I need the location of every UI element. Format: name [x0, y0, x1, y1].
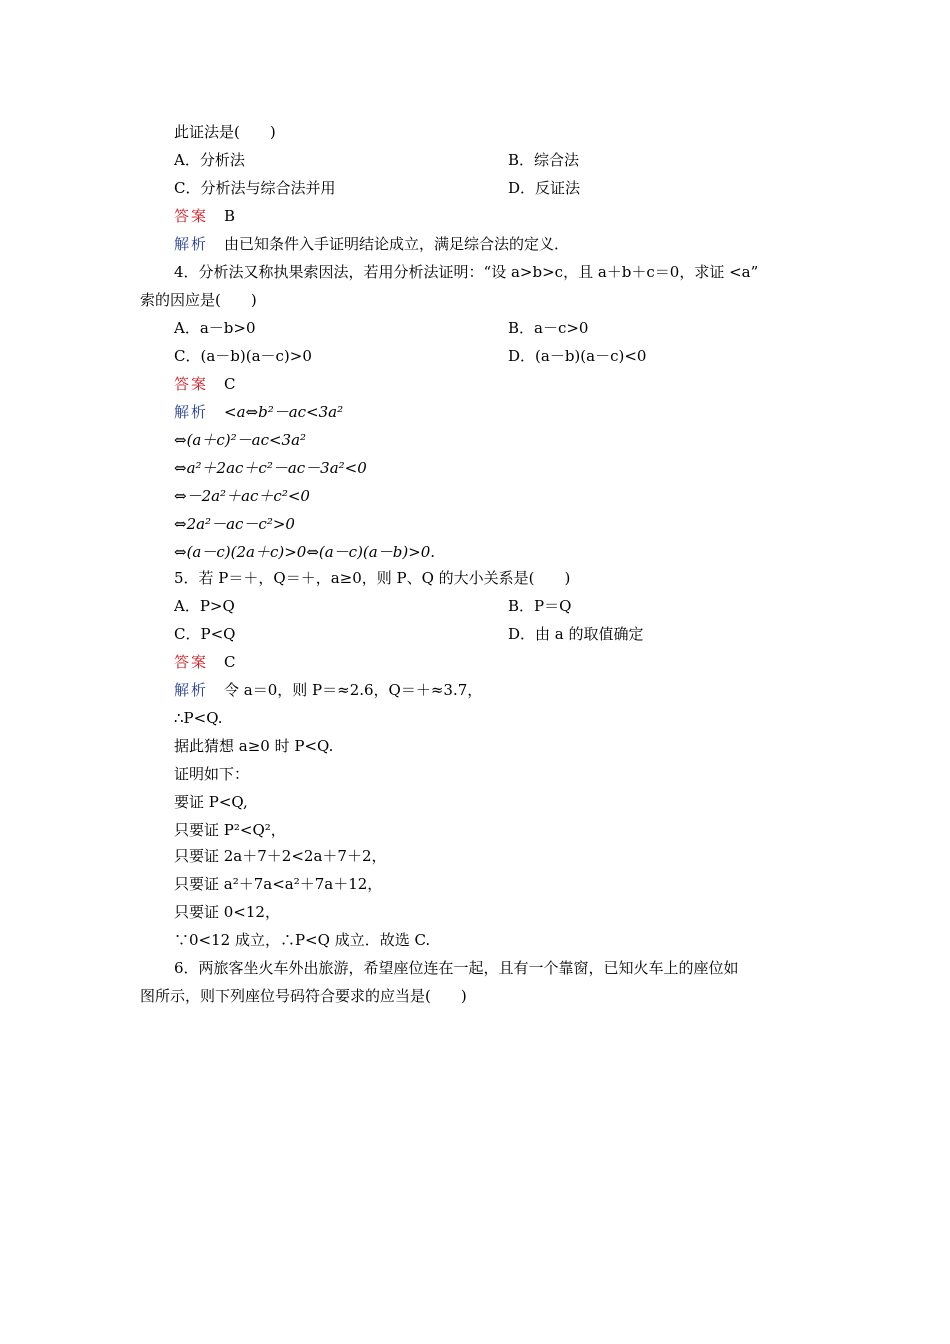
answer-label: 答案: [174, 207, 209, 225]
derivation-step: ⇔a²＋2ac＋c²－ac－3a²<0: [174, 459, 367, 477]
derivation-step: ⇔2a²－ac－c²>0: [174, 515, 295, 533]
derivation-step: 只要证 2a＋7＋2<2a＋7＋2，: [174, 847, 387, 865]
explanation-line: [174, 680, 482, 700]
option-c: C．P<Q: [174, 625, 236, 643]
explanation-line: [174, 234, 569, 254]
derivation-step: ⇔(a＋c)²－ac<3a²: [174, 431, 307, 449]
explanation-text: 由已知条件入手证明结论成立，满足综合法的定义．: [224, 235, 570, 253]
answer-value: C: [224, 653, 236, 671]
derivation-step: 只要证 P²<Q²，: [174, 821, 286, 839]
explanation-label: 解析: [174, 235, 209, 253]
option-a: A．分析法: [174, 151, 245, 169]
question-6-line2: 图所示，则下列座位号码符合要求的应当是( ): [140, 987, 467, 1005]
derivation-step: 只要证 0<12，: [174, 903, 280, 921]
derivation-step: ∴P<Q.: [174, 709, 223, 727]
question-stem: 此证法是( ): [174, 123, 276, 141]
question-4-line1: 4．分析法又称执果索因法，若用分析法证明：“设 a>b>c，且 a＋b＋c＝0，求证 <a”: [174, 263, 759, 281]
question-6-line1: 6．两旅客坐火车外出旅游，希望座位连在一起，且有一个靠窗，已知火车上的座位如: [174, 959, 739, 977]
explanation-label: 解析: [174, 681, 209, 699]
answer-line: [174, 206, 235, 226]
explanation-text: <a⇔b²－ac<3a²: [224, 403, 344, 421]
answer-label: 答案: [174, 375, 209, 393]
derivation-step: ⇔－2a²＋ac＋c²<0: [174, 487, 310, 505]
option-b: B．a－c>0: [508, 319, 589, 337]
derivation-step: ⇔(a－c)(2a＋c)>0⇔(a－c)(a－b)>0.: [174, 543, 436, 561]
derivation-step: 证明如下：: [174, 765, 250, 783]
answer-line: [174, 652, 236, 672]
option-b: B．综合法: [508, 151, 580, 169]
answer-label: 答案: [174, 653, 209, 671]
explanation-text: 令 a＝0，则 P＝≈2.6，Q＝＋≈3.7，: [224, 681, 483, 699]
answer-value: B: [224, 207, 236, 225]
question-5: 5．若 P＝＋，Q＝＋，a≥0，则 P、Q 的大小关系是( ): [174, 569, 571, 587]
derivation-step: 要证 P<Q,: [174, 793, 248, 811]
option-d: D．(a－b)(a－c)<0: [508, 347, 647, 365]
option-b: B．P＝Q: [508, 597, 572, 615]
option-d: D．由 a 的取值确定: [508, 625, 644, 643]
option-a: A．P>Q: [174, 597, 235, 615]
option-a: A．a－b>0: [174, 319, 256, 337]
derivation-step: ∵0<12 成立，∴P<Q 成立．故选 C.: [174, 931, 431, 949]
explanation-line: [174, 402, 343, 422]
option-d: D．反证法: [508, 179, 581, 197]
option-c: C．(a－b)(a－c)>0: [174, 347, 312, 365]
derivation-step: 只要证 a²＋7a<a²＋7a＋12，: [174, 875, 383, 893]
answer-value: C: [224, 375, 236, 393]
answer-line: [174, 374, 236, 394]
explanation-label: 解析: [174, 403, 209, 421]
question-4-line2: 索的因应是( ): [140, 291, 257, 309]
option-c: C．分析法与综合法并用: [174, 179, 336, 197]
derivation-step: 据此猜想 a≥0 时 P<Q.: [174, 737, 334, 755]
